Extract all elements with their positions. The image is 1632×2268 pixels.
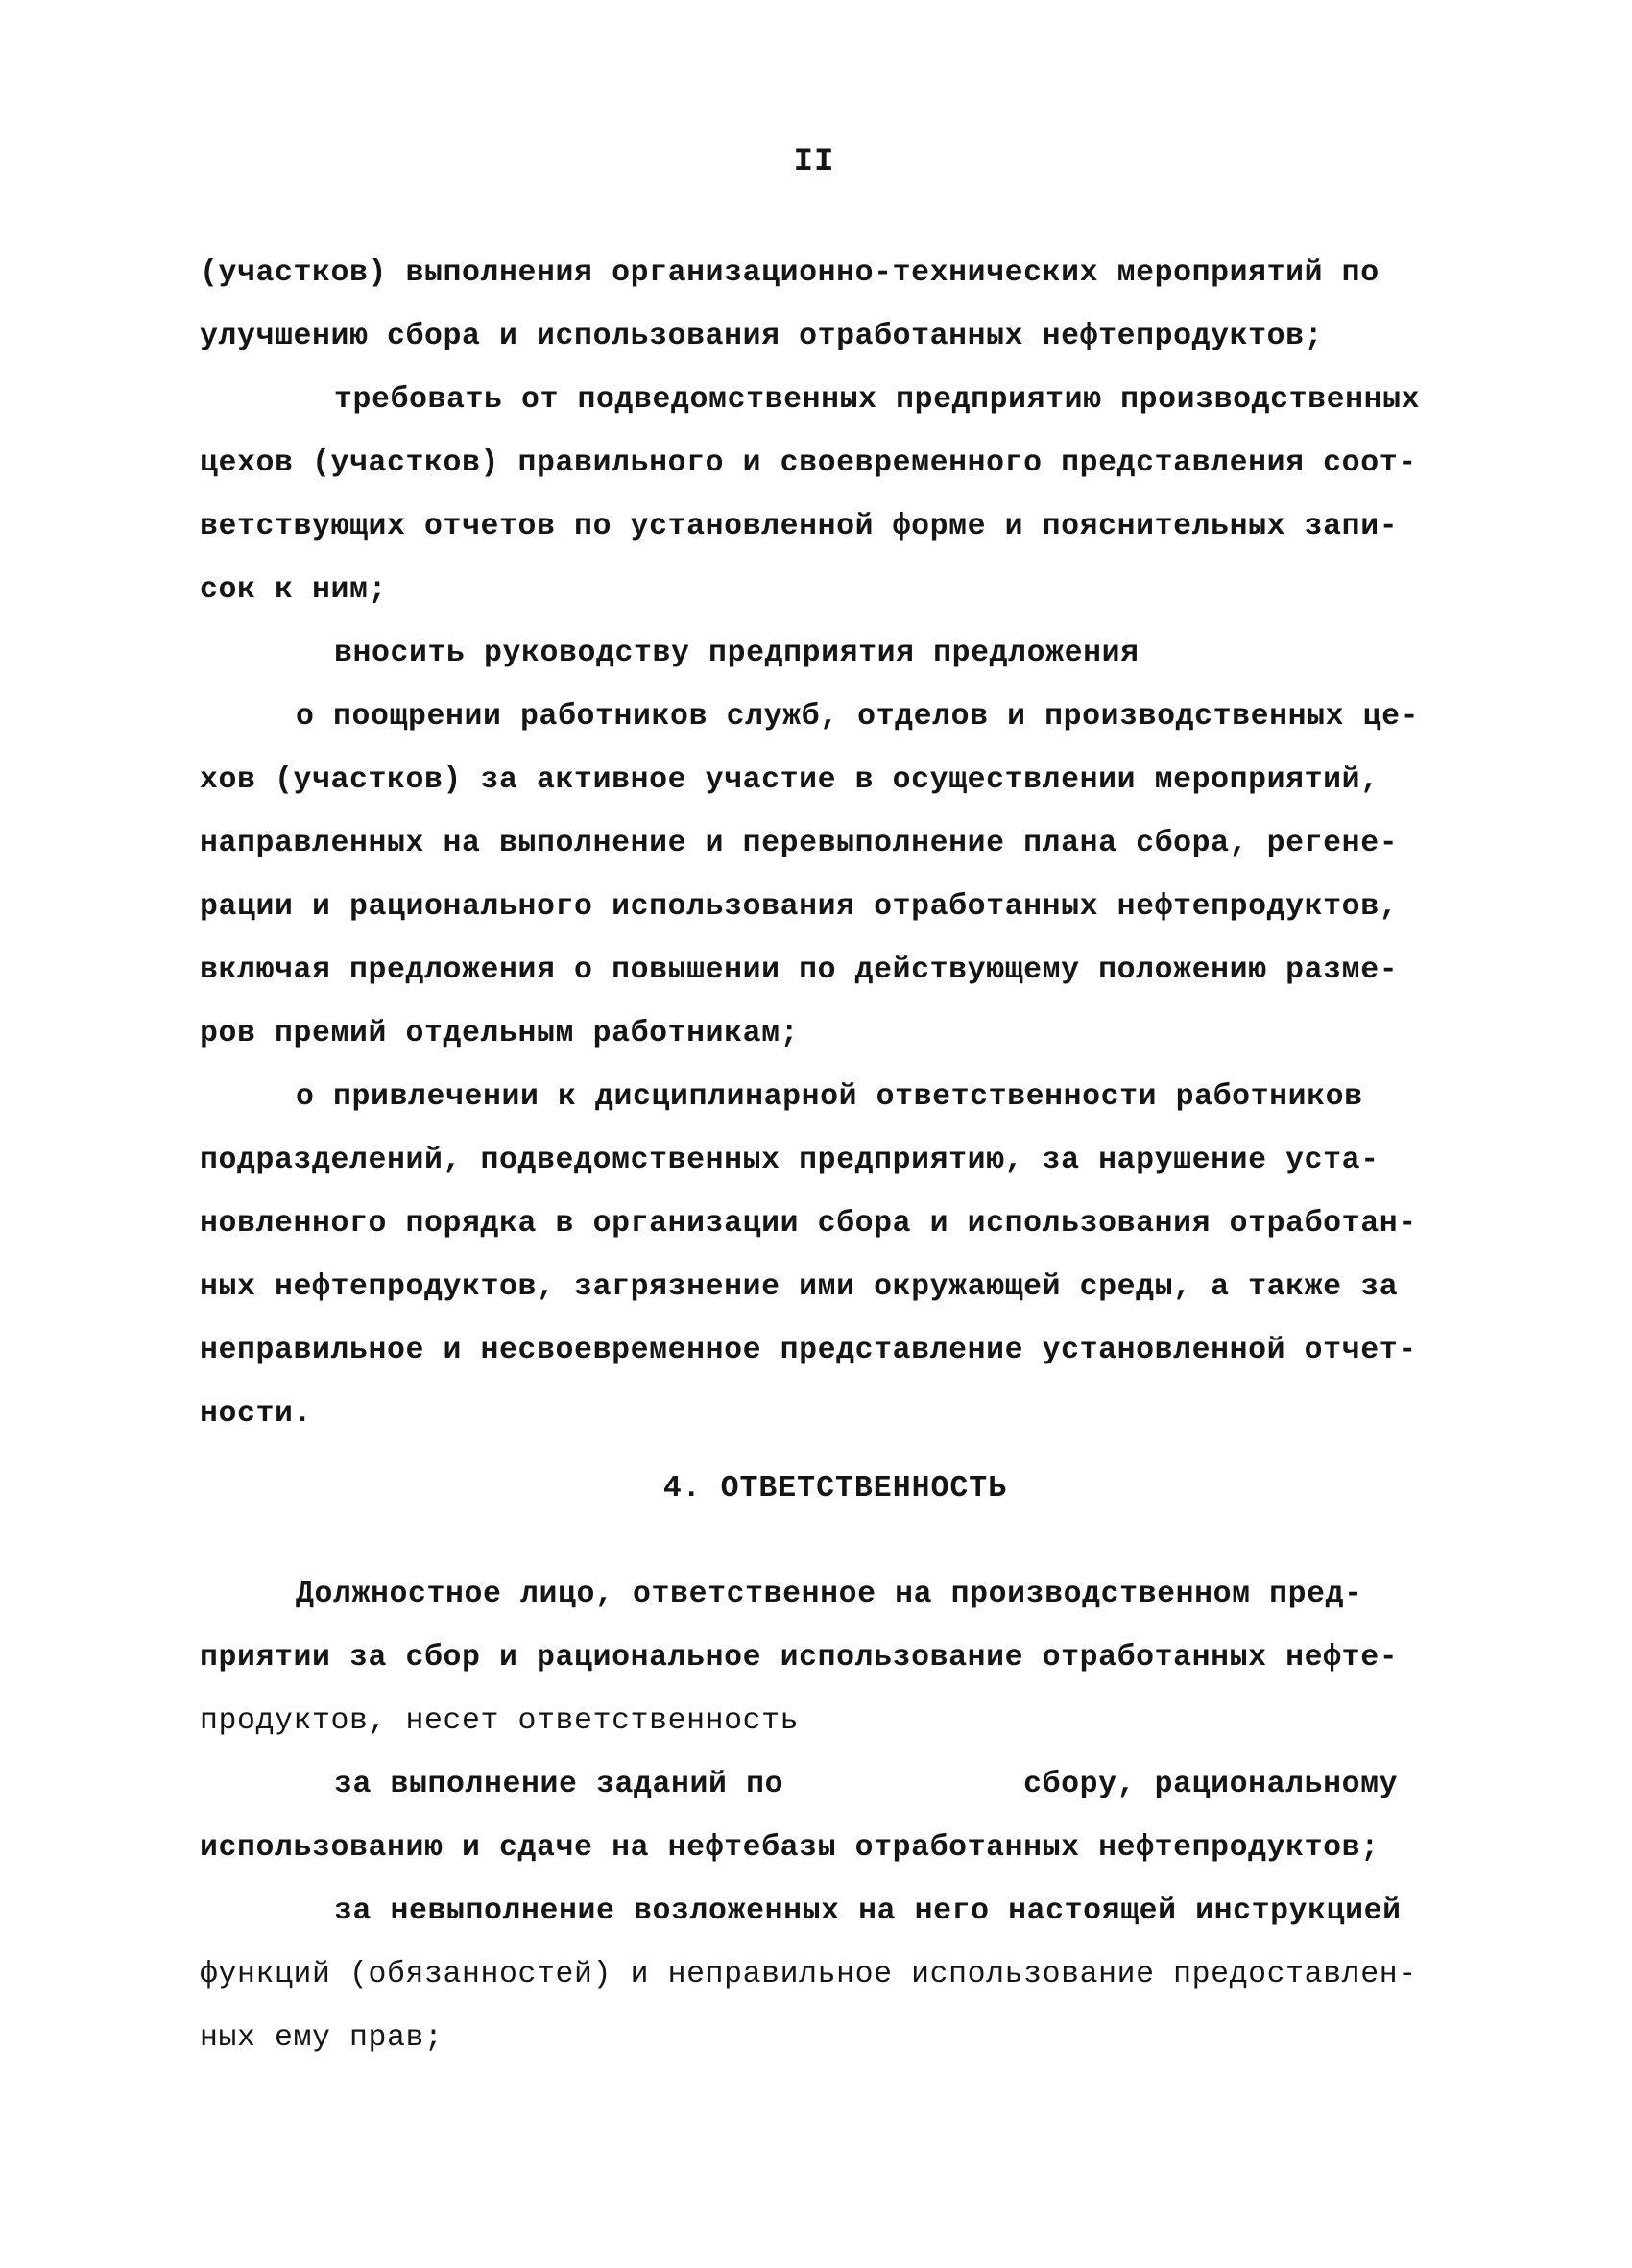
paragraph-line: ности. bbox=[200, 1397, 313, 1431]
paragraph-line: продуктов, несет ответственность bbox=[200, 1704, 800, 1738]
paragraph-line: функций (обязанностей) и неправильное использование предоставлен- bbox=[200, 1958, 1417, 1991]
paragraph-line: Должностное лицо, ответственное на производственном пред- bbox=[296, 1578, 1363, 1611]
paragraph-line: приятии за сбор и рациональное использование отработанных нефте- bbox=[200, 1641, 1399, 1675]
paragraph-line: подразделений, подведомственных предприятию, за нарушение уста- bbox=[200, 1144, 1380, 1177]
paragraph-line: ных нефтепродуктов, загрязнение ими окружающей среды, а также за bbox=[200, 1270, 1399, 1304]
paragraph-line: вносить руководству предприятия предложения bbox=[334, 637, 1140, 670]
paragraph-line: о поощрении работников служб, отделов и производственных це- bbox=[296, 700, 1420, 734]
paragraph-line: цехов (участков) правильного и своевременного представления соот- bbox=[200, 446, 1417, 480]
page-number: II bbox=[793, 144, 835, 181]
paragraph-line: направленных на выполнение и перевыполнение плана сбора, регене- bbox=[200, 827, 1399, 860]
paragraph-line: включая предложения о повышении по действующему положению разме- bbox=[200, 953, 1399, 987]
paragraph-line: новленного порядка в организации сбора и использования отработан- bbox=[200, 1207, 1417, 1241]
paragraph-line: за невыполнение возложенных на него настоящей инструкцией bbox=[334, 1894, 1402, 1928]
paragraph-line bbox=[200, 1753, 1448, 1817]
section-4-body bbox=[200, 1563, 1448, 2070]
section-heading: 4. ОТВЕТСТВЕННОСТЬ bbox=[662, 1472, 1008, 1506]
paragraph-line: хов (участков) за активное участие в осуществлении мероприятий, bbox=[200, 763, 1380, 797]
paragraph-line: о привлечении к дисциплинарной ответственности работников bbox=[296, 1080, 1363, 1114]
paragraph-line: ров премий отдельным работникам; bbox=[200, 1017, 800, 1050]
paragraph-line: ных ему прав; bbox=[200, 2021, 444, 2055]
paragraph-line: рации и рационального использования отработанных нефтепродуктов, bbox=[200, 890, 1399, 924]
paragraph-line: требовать от подведомственных предприятию производственных bbox=[334, 383, 1421, 417]
line-part-left: за выполнение заданий по bbox=[334, 1768, 784, 1801]
line-part-right: сбору, рациональному bbox=[1023, 1768, 1399, 1801]
paragraph-line: использованию и сдаче на нефтебазы отработанных нефтепродуктов; bbox=[200, 1831, 1380, 1865]
paragraph-line: неправильное и несвоевременное представление установленной отчет- bbox=[200, 1334, 1417, 1367]
paragraph-line: ветствующих отчетов по установленной форме и пояснительных запи- bbox=[200, 510, 1399, 543]
paragraph-line: улучшению сбора и использования отработанных нефтепродуктов; bbox=[200, 320, 1324, 353]
paragraph-line: (участков) выполнения организационно-технических мероприятий по bbox=[200, 256, 1380, 290]
section-3-continuation bbox=[200, 242, 1448, 1446]
paragraph-line: сок к ним; bbox=[200, 573, 388, 607]
